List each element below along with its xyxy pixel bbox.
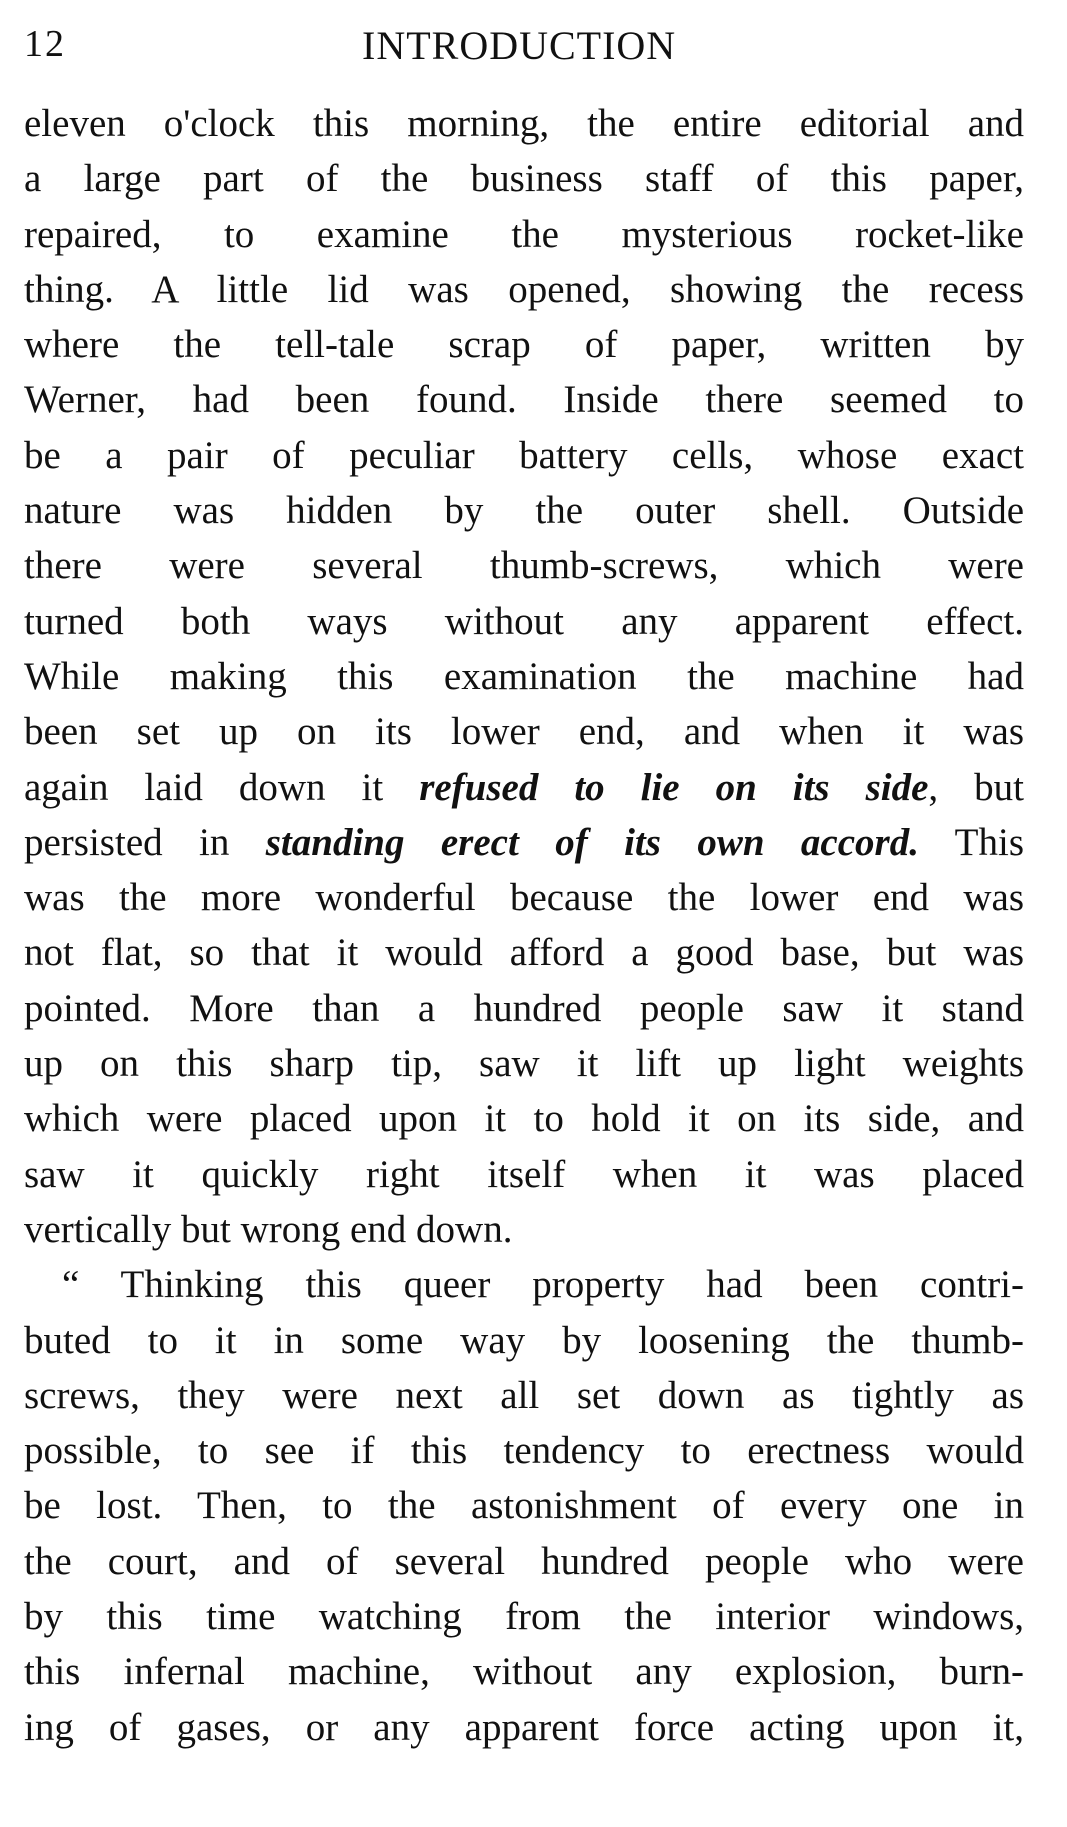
text-line: which were placed upon it to hold it on its side, and: [24, 1097, 1024, 1141]
paragraph-1: [24, 96, 1024, 1257]
text-line: “ Thinking this queer property had been contri-: [62, 1263, 1024, 1307]
text-line: turned both ways without any apparent effect.: [24, 599, 1024, 643]
text-line-with-italic: [24, 760, 1024, 815]
text-segment: persisted in: [24, 820, 266, 864]
page-header: [24, 22, 1024, 72]
text-line: where the tell-tale scrap of paper, written by: [24, 323, 1024, 367]
text-line: repaired, to examine the mysterious rocket-like: [24, 212, 1024, 256]
text-line: nature was hidden by the outer shell. Outside: [24, 489, 1024, 533]
text-line-with-italic: [24, 815, 1024, 870]
text-line: the court, and of several hundred people who were: [24, 1539, 1024, 1583]
text-line: ing of gases, or any apparent force acting upon it,: [24, 1705, 1024, 1749]
text-line: thing. A little lid was opened, showing the recess: [24, 267, 1024, 311]
text-line: be lost. Then, to the astonishment of every one in: [24, 1484, 1024, 1528]
text-line: up on this sharp tip, saw it lift up light weights: [24, 1042, 1024, 1086]
text-line: buted to it in some way by loosening the thumb-: [24, 1318, 1024, 1362]
body-text: [24, 96, 1024, 1755]
text-line: possible, to see if this tendency to erectness would: [24, 1429, 1024, 1473]
text-line: screws, they were next all set down as tightly as: [24, 1373, 1024, 1417]
paragraph-2: [24, 1257, 1024, 1755]
running-head: INTRODUCTION: [362, 23, 677, 68]
text-line: by this time watching from the interior windows,: [24, 1595, 1024, 1639]
text-segment: This: [918, 820, 1024, 864]
page-number: 12: [24, 23, 66, 65]
text-segment: , but: [928, 765, 1024, 809]
text-line: there were several thumb-screws, which were: [24, 544, 1024, 588]
text-line: While making this examination the machine had: [24, 654, 1024, 698]
text-line: Werner, had been found. Inside there seemed to: [24, 378, 1024, 422]
text-line: eleven o'clock this morning, the entire editorial and: [24, 102, 1024, 145]
italic-emphasis: standing erect of its own accord.: [265, 820, 919, 864]
text-line: not flat, so that it would afford a good base, but was: [24, 931, 1024, 975]
text-line: saw it quickly right itself when it was placed: [24, 1152, 1024, 1196]
text-segment: again laid down it: [24, 765, 420, 809]
text-line: been set up on its lower end, and when it was: [24, 710, 1024, 754]
text-line: this infernal machine, without any explosion, burn-: [24, 1650, 1024, 1694]
text-line: was the more wonderful because the lower end was: [24, 876, 1024, 920]
text-line: pointed. More than a hundred people saw it stand: [24, 986, 1024, 1030]
italic-emphasis: refused to lie on its side: [419, 765, 929, 809]
text-line: a large part of the business staff of this paper,: [24, 157, 1024, 201]
text-line: vertically but wrong end down.: [24, 1207, 513, 1251]
text-line: be a pair of peculiar battery cells, whose exact: [24, 433, 1024, 477]
